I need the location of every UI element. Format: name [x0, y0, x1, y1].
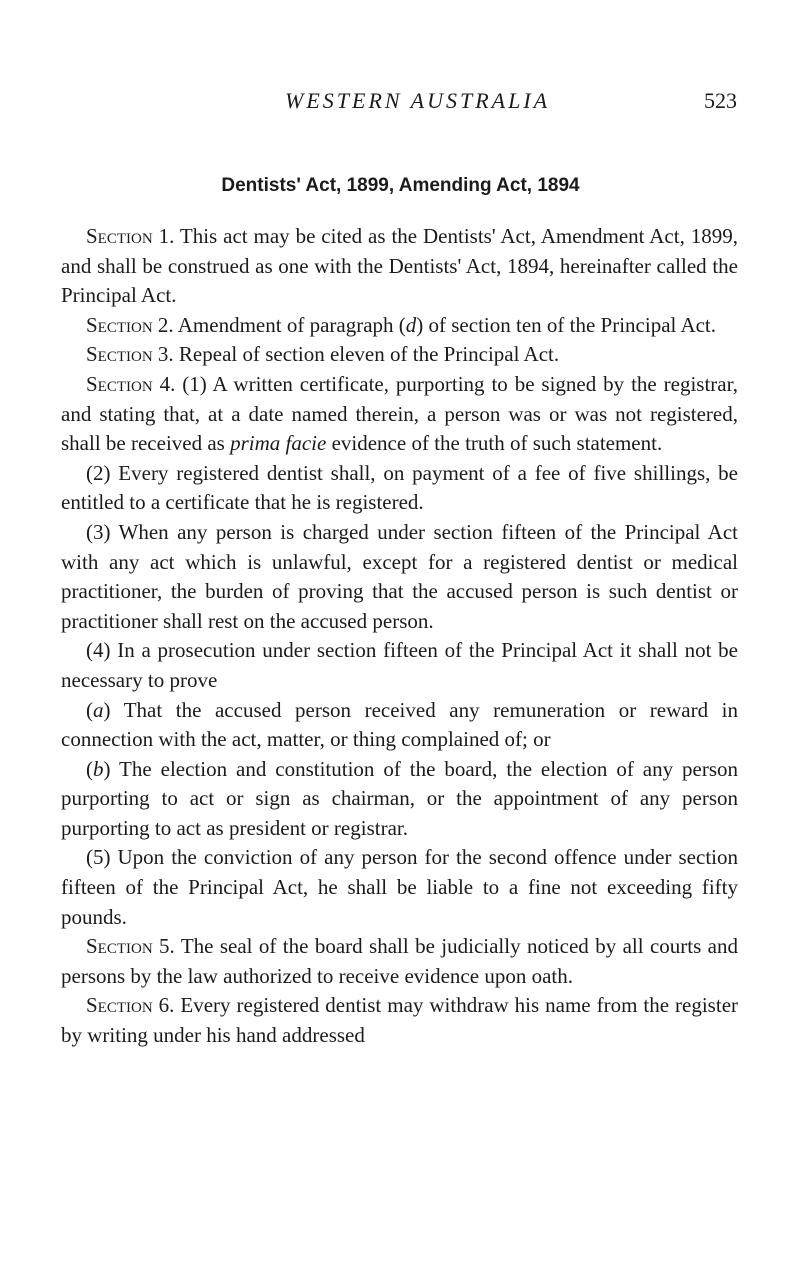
section-6-text: Every registered dentist may withdraw his name from the register by writing under his hand addressed	[61, 993, 739, 1048]
clause-a-open: (	[86, 697, 93, 722]
clause-a-text: ) That the accused person received any remuneration or reward in connection with the act, matter, or thing complained of; or	[61, 697, 738, 752]
page-number: 523	[704, 88, 737, 113]
running-head: WESTERN AUSTRALIA	[285, 88, 551, 113]
section-4-paragraph	[61, 370, 738, 459]
section-4-subsection-2: (2) Every registered dentist shall, on payment of a fee of five shillings, be entitled to a certificate that he is registered.	[61, 460, 738, 515]
section-4-text-after: evidence of the truth of such statement.	[326, 431, 663, 456]
clause-a-letter: a	[93, 697, 104, 722]
section-5-text: The seal of the board shall be judicially noticed by all courts and persons by the law authorized to receive evidence upon oath.	[61, 934, 738, 988]
section-4-label: Section 4.	[86, 371, 176, 396]
section-4-clause-a	[61, 696, 738, 755]
document-body	[61, 222, 738, 1051]
section-4-clause-b	[61, 755, 738, 844]
clause-b-letter: b	[93, 756, 104, 781]
section-2-italic: d	[405, 312, 417, 337]
section-2-text-after: ) of section ten of the Principal Act.	[416, 312, 717, 337]
section-6-label: Section 6.	[86, 993, 175, 1018]
act-title: Dentists' Act, 1899, Amending Act, 1894	[221, 175, 580, 196]
section-6-paragraph	[61, 991, 738, 1050]
section-2-label: Section 2.	[86, 312, 174, 337]
section-4-subsection-3: (3) When any person is charged under section fifteen of the Principal Act with any act which is unlawful, except for a registered dentist or medical practitioner, the burden of proving that the accused person is such dentist or practitioner shall rest on the accused person.	[61, 519, 738, 633]
clause-b-text: ) The election and constitution of the board, the election of any person purporting to act or sign as chairman, or the appointment of any person purporting to act as president or registrar.	[61, 756, 738, 840]
clause-b-open: (	[86, 756, 93, 781]
section-2-text-before: Amendment of paragraph (	[173, 312, 406, 337]
section-2-paragraph	[61, 311, 738, 341]
section-3-paragraph	[61, 340, 738, 370]
section-4-subsection-4: (4) In a prosecution under section fifteen of the Principal Act it shall not be necessary to prove	[61, 638, 738, 692]
section-4-subsection-5: (5) Upon the conviction of any person for the second offence under section fifteen of the Principal Act, he shall be liable to a fine not exceeding fifty pounds.	[61, 845, 738, 929]
section-4-italic: prima facie	[230, 431, 327, 456]
section-4-text-before: (1) A written certificate, purporting to be signed by the registrar, and stating that, at a date named therein, a person was or was not registered, shall be received as	[61, 371, 739, 456]
section-1-paragraph	[61, 222, 738, 311]
section-5-label: Section 5.	[86, 934, 175, 959]
section-3-label: Section 3.	[86, 342, 174, 367]
section-1-label: Section 1.	[86, 224, 175, 248]
section-3-text: Repeal of section eleven of the Principal Act.	[173, 342, 560, 367]
section-5-paragraph	[61, 932, 738, 991]
section-1-text: This act may be cited as the Dentists' Act, Amendment Act, 1899, and shall be construed as one with the Dentists' Act, 1894, hereinafter called the Principal Act.	[61, 224, 739, 308]
